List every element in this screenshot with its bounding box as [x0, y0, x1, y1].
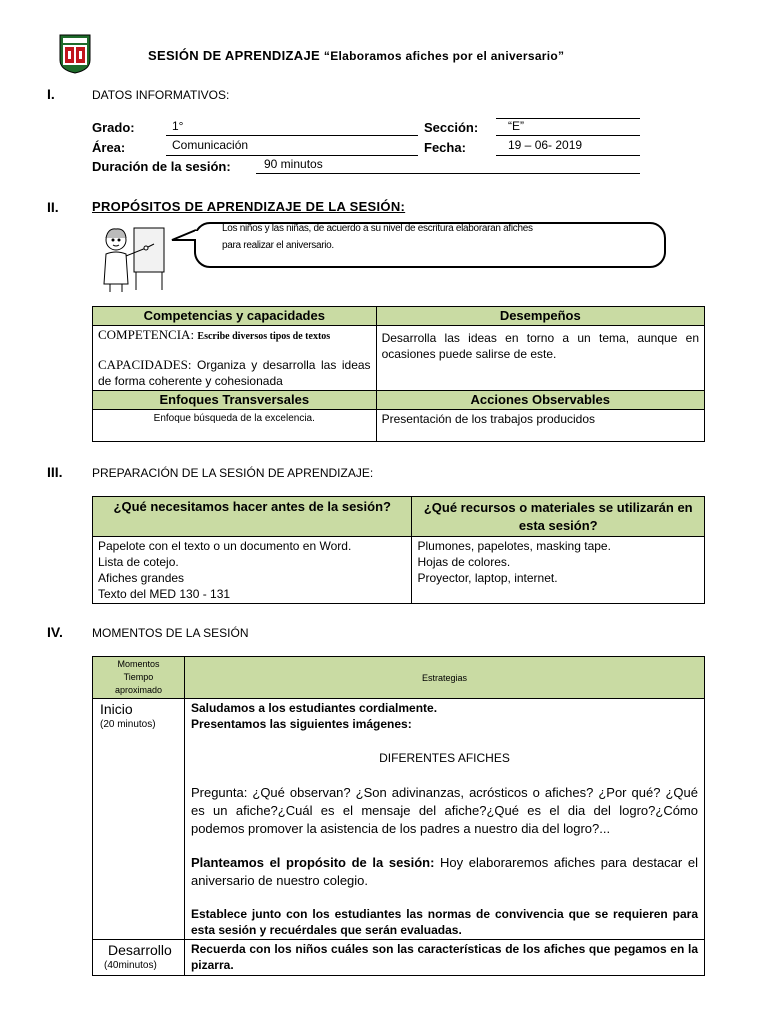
header-competencias: Competencias y capacidades — [93, 307, 377, 326]
enfoque-cell: Enfoque búsqueda de la excelencia. — [93, 410, 377, 442]
accion-cell: Presentación de los trabajos producidos — [376, 410, 704, 442]
recursos-cell — [412, 537, 705, 604]
antes-cell — [93, 537, 412, 604]
preparacion-table — [92, 496, 705, 604]
header-acciones: Acciones Observables — [376, 391, 704, 410]
competencias-table — [92, 306, 705, 442]
list-item: Plumones, papelotes, masking tape. — [417, 539, 611, 553]
list-item: Papelote con el texto o un documento en Word. — [98, 539, 352, 553]
desarrollo-time: (40minutos) — [104, 960, 157, 971]
section-3-number: III. — [47, 464, 63, 480]
area-label: Área: — [92, 140, 126, 155]
session-title: SESIÓN DE APRENDIZAJE — [148, 48, 320, 63]
school-logo — [59, 34, 91, 74]
capacidades-value: Organiza y desarrolla las ideas de forma coherente y cohesionada — [98, 358, 371, 388]
inicio-strategies — [184, 699, 704, 940]
inicio-pregunta: Pregunta: ¿Qué observan? ¿Son adivinanzas, acrósticos o afiches? ¿Por qué? ¿Qué es un afiche?¿Cuál es el mensaje del afiche?¿Qué es el dia del logro?¿Cómo podemos promover la asistencia de los padres a nuestro dia del logro?... — [190, 785, 698, 836]
inicio-cell — [93, 699, 185, 940]
section-2-number: II. — [47, 199, 59, 215]
inicio-time: (20 minutos) — [100, 719, 156, 730]
section-4-title: MOMENTOS DE LA SESIÓN — [92, 626, 249, 640]
list-item: Proyector, laptop, internet. — [417, 571, 558, 585]
capacidades-label: CAPACIDADES: — [98, 357, 192, 372]
inicio-center: DIFERENTES AFICHES — [379, 751, 510, 765]
list-item: Lista de cotejo. — [98, 555, 179, 569]
section-3-title: PREPARACIÓN DE LA SESIÓN DE APRENDIZAJE: — [92, 466, 374, 480]
list-item: Afiches grandes — [98, 571, 185, 585]
purpose-line-2: para realizar el aniversario. — [222, 240, 334, 251]
desempeno-cell: Desarrolla las ideas en torno a un tema, aunque en ocasiones puede salirse de este. — [376, 326, 704, 391]
header-recursos: ¿Qué recursos o materiales se utilizarán en esta sesión? — [412, 497, 705, 537]
grado-value: 1° — [172, 119, 184, 133]
purpose-text — [222, 220, 662, 254]
seccion-value: “E” — [508, 119, 524, 133]
momentos-table — [92, 656, 705, 976]
competencias-cell — [93, 326, 377, 391]
speech-bubble-tail — [170, 226, 200, 246]
inicio-line-2: Presentamos las siguientes imágenes: — [190, 717, 412, 731]
competencia-label: COMPETENCIA: — [98, 327, 195, 342]
duracion-label: Duración de la sesión: — [92, 159, 231, 174]
header-desempenos: Desempeños — [376, 307, 704, 326]
area-value: Comunicación — [172, 138, 249, 152]
inicio-proposito — [191, 854, 698, 890]
proposito-text: Hoy elaboraremos afiches para destacar el aniversario de nuestro colegio. — [190, 855, 698, 888]
inicio-normas: Establece junto con los estudiantes las normas de convivencia que se requieren para esta sesión y recuérdales que serán evaluadas. — [190, 907, 698, 937]
session-subtitle: “Elaboramos afiches por el aniversario” — [323, 49, 565, 63]
seccion-label: Sección: — [424, 120, 479, 135]
section-1-number: I. — [47, 86, 55, 102]
header-momentos-line-2: Tiempo — [123, 672, 154, 682]
fecha-label: Fecha: — [424, 140, 466, 155]
header-momentos-line-1: Momentos — [117, 659, 160, 669]
grado-label: Grado: — [92, 120, 135, 135]
header-momentos — [93, 657, 185, 699]
section-1-title: DATOS INFORMATIVOS: — [92, 88, 230, 102]
document-title — [148, 48, 564, 63]
duracion-value: 90 minutos — [264, 157, 323, 171]
purpose-line-1: Los niños y las niñas, de acuerdo a su nivel de escritura elaboraran afiches — [222, 223, 533, 234]
competencia-value: Escribe diversos tipos de textos — [197, 331, 331, 342]
header-momentos-line-3: aproximado — [114, 685, 162, 695]
section-4-number: IV. — [47, 624, 63, 640]
header-enfoques: Enfoques Transversales — [93, 391, 377, 410]
desarrollo-cell — [93, 940, 185, 976]
desarrollo-label: Desarrollo — [108, 942, 172, 958]
section-2-title: PROPÓSITOS DE APRENDIZAJE DE LA SESIÓN: — [92, 199, 406, 214]
fecha-value: 19 – 06- 2019 — [508, 138, 583, 152]
header-antes: ¿Qué necesitamos hacer antes de la sesión? — [93, 497, 412, 537]
inicio-line-1: Saludamos a los estudiantes cordialmente. — [190, 701, 438, 715]
inicio-label: Inicio — [100, 701, 133, 717]
list-item: Texto del MED 130 - 131 — [98, 587, 231, 601]
list-item: Hojas de colores. — [417, 555, 511, 569]
header-estrategias: Estrategias — [184, 657, 704, 699]
desarrollo-strategies: Recuerda con los niños cuáles son las características de los afiches que pegamos en la pizarra. — [184, 940, 704, 976]
teacher-illustration — [94, 224, 168, 294]
proposito-label: Planteamos el propósito de la sesión: — [190, 855, 435, 870]
